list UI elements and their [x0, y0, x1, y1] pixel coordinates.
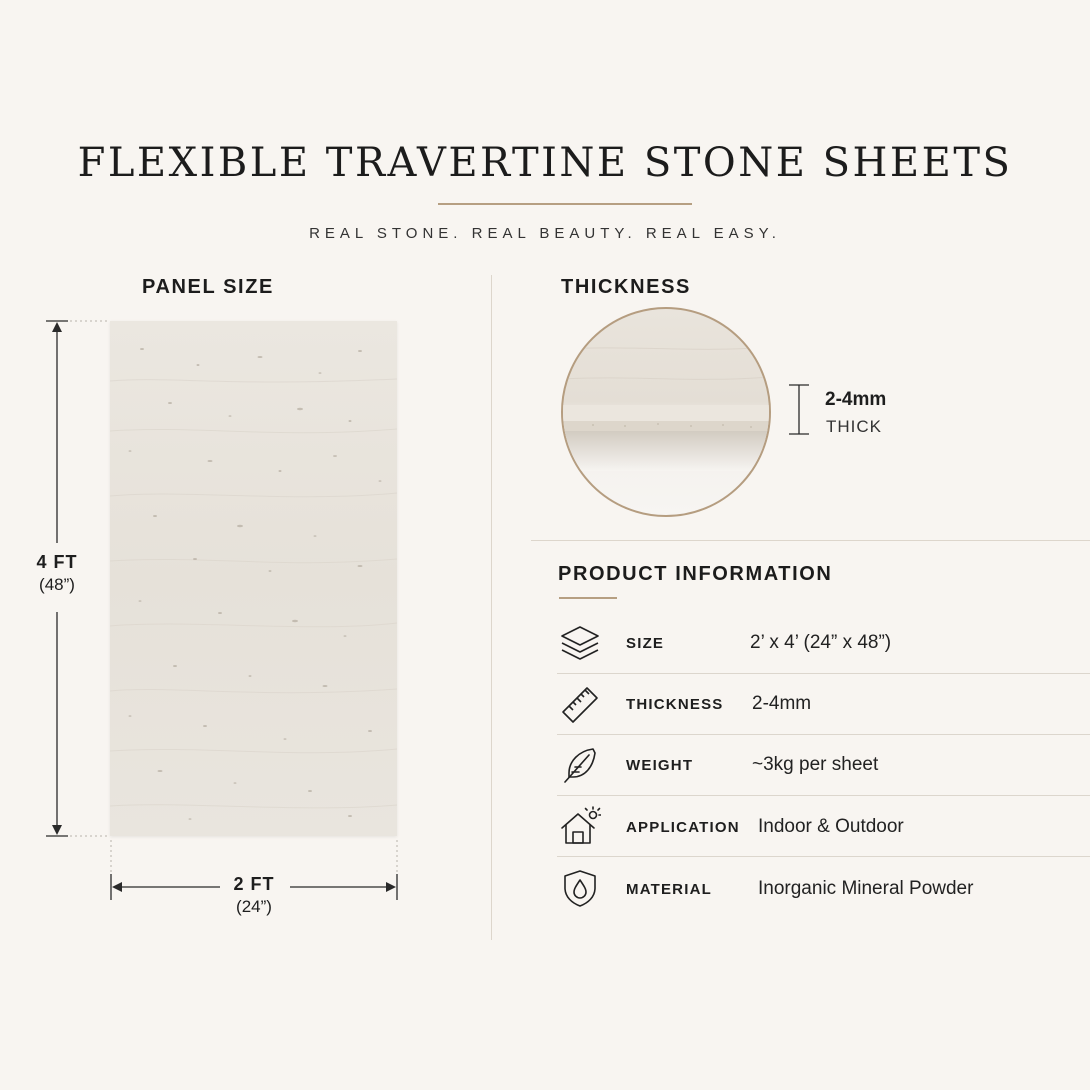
house-sun-icon	[559, 806, 601, 846]
row-value: Inorganic Mineral Powder	[758, 878, 974, 899]
width-label: 2 FT	[233, 874, 275, 894]
info-row-thickness	[557, 673, 1090, 734]
height-label: 4 FT	[36, 552, 78, 572]
thickness-unit-label: THICK	[826, 417, 882, 436]
row-value: 2-4mm	[752, 693, 812, 714]
row-label: WEIGHT	[626, 757, 694, 774]
travertine-texture	[110, 321, 397, 836]
sheet-edge-illustration	[563, 309, 769, 515]
row-value: ~3kg per sheet	[752, 754, 879, 775]
row-label: THICKNESS	[626, 696, 724, 713]
shield-drop-icon	[559, 868, 601, 908]
width-inches: (24”)	[236, 897, 272, 916]
info-row-application	[557, 795, 1090, 856]
tagline: REAL STONE. REAL BEAUTY. REAL EASY.	[309, 225, 781, 242]
feather-icon	[559, 745, 601, 785]
product-info-underline	[559, 597, 617, 599]
info-row-weight	[557, 734, 1090, 795]
row-value: 2’ x 4’ (24” x 48”)	[750, 632, 892, 653]
width-dimension	[212, 874, 296, 917]
height-inches: (48”)	[39, 575, 75, 594]
product-info-heading: PRODUCT INFORMATION	[558, 563, 833, 585]
panel-size-heading: PANEL SIZE	[142, 276, 274, 298]
thickness-value: 2-4mm	[825, 389, 887, 410]
thickness-closeup-image	[561, 307, 771, 517]
row-value: Indoor & Outdoor	[758, 816, 904, 837]
row-label: APPLICATION	[626, 819, 740, 836]
ruler-icon	[559, 684, 601, 724]
height-dimension	[15, 552, 99, 595]
info-row-material	[557, 857, 1090, 918]
row-label: SIZE	[626, 635, 665, 652]
page-title: FLEXIBLE TRAVERTINE STONE SHEETS	[77, 140, 1013, 186]
info-row-size	[557, 612, 1090, 673]
stone-panel-image	[110, 321, 397, 836]
section-divider	[531, 540, 1090, 541]
layers-icon	[559, 623, 601, 663]
row-label: MATERIAL	[626, 881, 712, 898]
thickness-heading: THICKNESS	[561, 276, 691, 298]
